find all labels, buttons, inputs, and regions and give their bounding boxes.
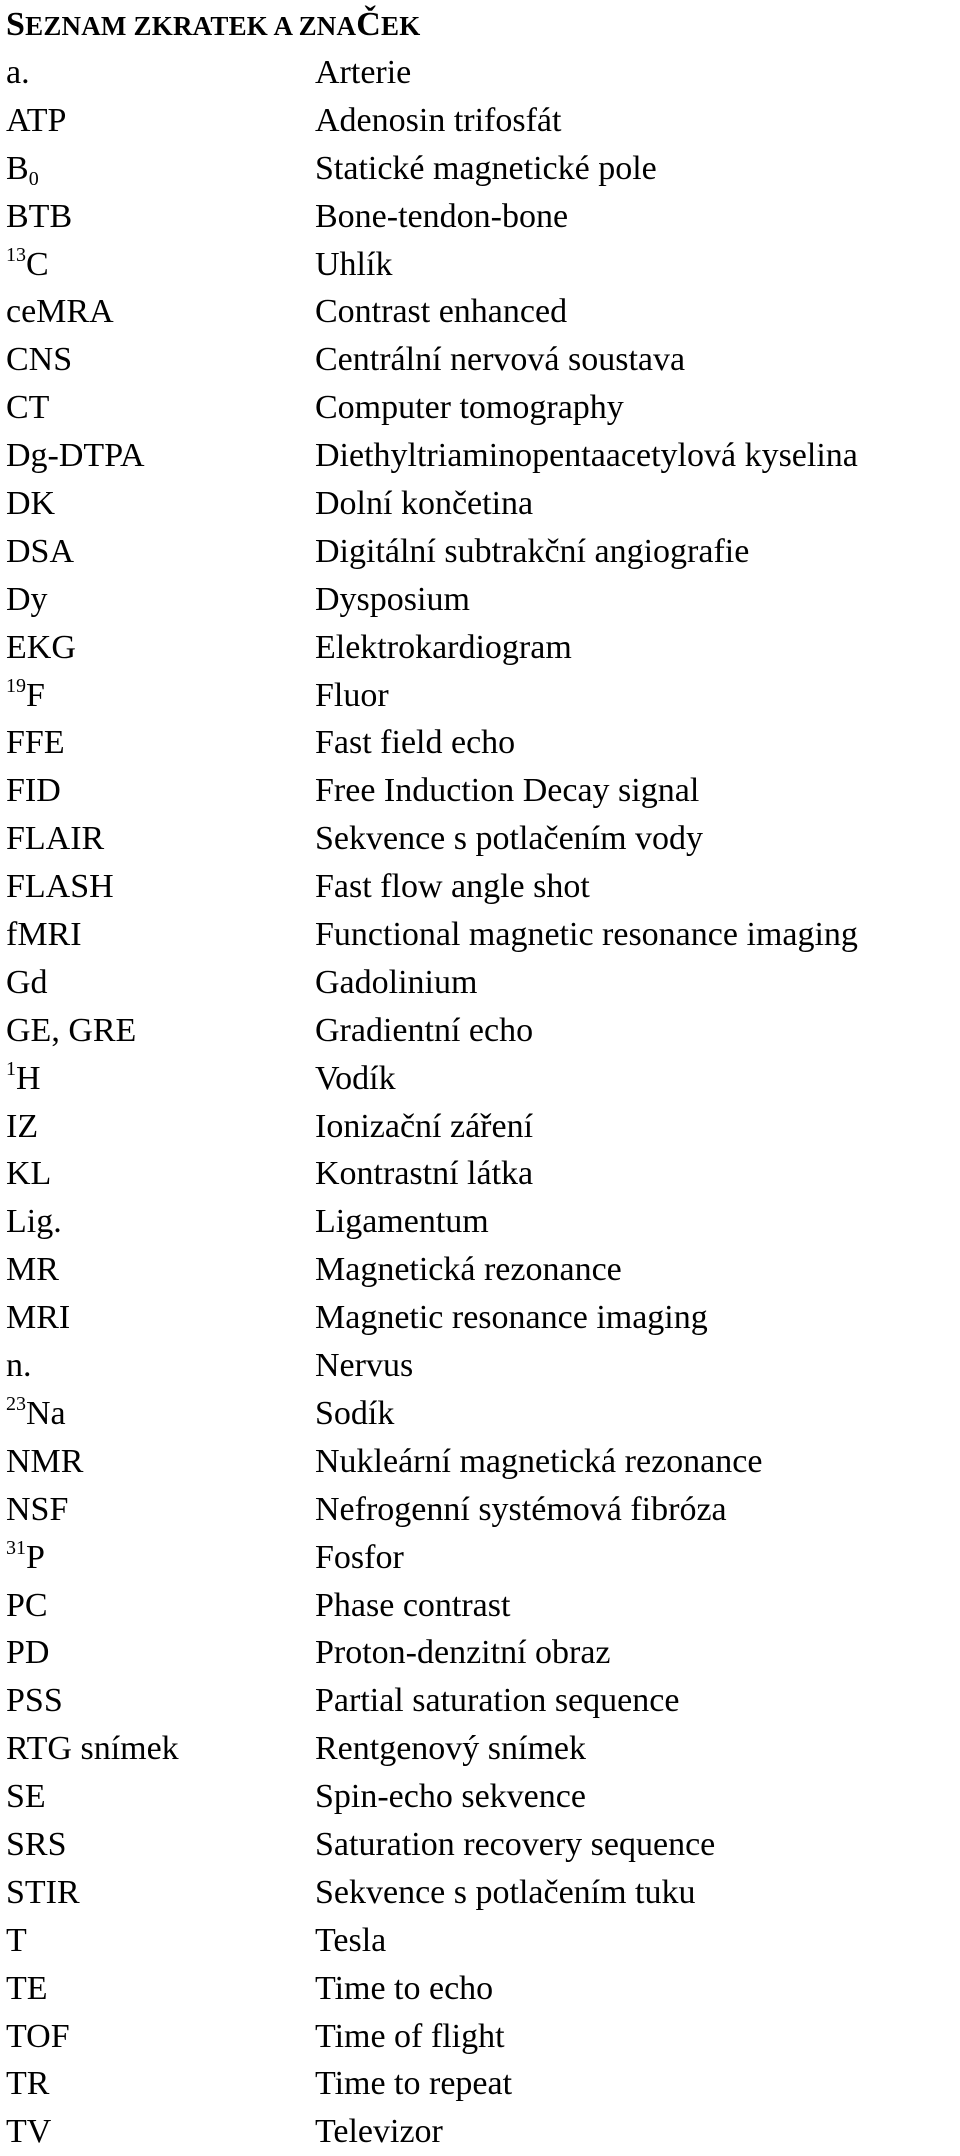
abbreviation-text: TV [6, 2113, 52, 2151]
abbreviation-meaning: Centrální nervová soustava [315, 341, 686, 379]
abbreviation [6, 97, 66, 145]
abbreviation-row [0, 767, 960, 815]
abbreviation-text: PSS [6, 1682, 63, 1720]
abbreviation-meaning: Computer tomography [315, 389, 624, 427]
abbreviation [6, 1103, 38, 1151]
abbreviation-meaning: Nefrogenní systémová fibróza [315, 1490, 727, 1528]
abbreviation-meaning: Saturation recovery sequence [315, 1825, 716, 1863]
abbreviation [6, 1055, 41, 1103]
abbreviation-meaning: Time of flight [315, 2017, 505, 2055]
abbreviation [6, 719, 65, 767]
abbreviation-row [0, 193, 960, 241]
abbreviation-text: SE [6, 1778, 46, 1816]
title-rest-end: EK [380, 11, 421, 41]
title-initial: S [6, 6, 26, 43]
abbreviation-row [0, 97, 960, 145]
abbreviation [6, 336, 72, 384]
abbreviation-meaning: Rentgenový snímek [315, 1730, 587, 1768]
abbreviation [6, 959, 48, 1007]
abbreviation-text: Lig. [6, 1203, 62, 1241]
isotope-mass-number: 13 [6, 243, 26, 266]
abbreviation [6, 767, 61, 815]
abbreviation-text: ATP [6, 101, 67, 139]
abbreviation-text: EKG [6, 628, 76, 666]
abbreviation [6, 480, 55, 528]
abbreviation-row [0, 1917, 960, 1965]
abbreviation-text: PD [6, 1634, 50, 1672]
abbreviation-row [0, 1629, 960, 1677]
abbreviation [6, 576, 48, 624]
abbreviation-row [0, 815, 960, 863]
abbreviation-row [0, 480, 960, 528]
abbreviation-text: ceMRA [6, 293, 114, 331]
abbreviation-text: TE [6, 1969, 48, 2007]
abbreviation-row [0, 863, 960, 911]
abbreviation [6, 1582, 48, 1630]
abbreviation [6, 432, 145, 480]
abbreviation-meaning: Elektrokardiogram [315, 628, 572, 666]
abbreviation-row [0, 1486, 960, 1534]
page-title [6, 6, 420, 45]
abbreviation [6, 1534, 45, 1582]
abbreviation-row [0, 49, 960, 97]
abbreviation-text: Dg-DTPA [6, 437, 145, 475]
abbreviation-meaning: Partial saturation sequence [315, 1682, 680, 1720]
abbreviation-meaning: Fluor [315, 676, 389, 714]
abbreviation-text: FID [6, 772, 61, 810]
abbreviation [6, 145, 39, 193]
abbreviation-meaning: Phase contrast [315, 1586, 511, 1624]
abbreviation-meaning: Sekvence s potlačením tuku [315, 1873, 696, 1911]
abbreviation-text: FFE [6, 724, 65, 762]
abbreviation [6, 241, 49, 289]
abbreviation-meaning: Fast flow angle shot [315, 868, 590, 906]
abbreviation-meaning: Uhlík [315, 245, 393, 283]
abbreviation-meaning: Time to repeat [315, 2065, 513, 2103]
abbreviation-text: IZ [6, 1107, 39, 1145]
abbreviation [6, 384, 49, 432]
abbreviation-meaning: Dolní končetina [315, 485, 534, 523]
abbreviation-row [0, 1438, 960, 1486]
abbreviation-row [0, 528, 960, 576]
isotope-mass-number: 23 [6, 1392, 26, 1415]
abbreviation [6, 863, 114, 911]
abbreviation-meaning: Dysposium [315, 580, 470, 618]
abbreviation-text: CT [6, 389, 50, 427]
abbreviation [6, 815, 104, 863]
abbreviation-meaning: Bone-tendon-bone [315, 197, 569, 235]
abbreviation-meaning: Ionizační záření [315, 1107, 534, 1145]
abbreviation-text: B [6, 149, 29, 187]
abbreviation-text: MRI [6, 1299, 71, 1337]
abbreviation [6, 1150, 51, 1198]
abbreviation-text: Dy [6, 580, 48, 618]
abbreviation-row [0, 241, 960, 289]
abbreviation-meaning: Proton-denzitní obraz [315, 1634, 611, 1672]
abbreviation-text: F [26, 676, 45, 714]
abbreviation-row [0, 2108, 960, 2156]
abbreviation-list [0, 49, 960, 2156]
abbreviation [6, 1869, 80, 1917]
abbreviation-text: H [16, 1059, 41, 1097]
abbreviation-text: n. [6, 1347, 32, 1385]
abbreviation [6, 1294, 70, 1342]
abbreviation-row [0, 1294, 960, 1342]
abbreviation-meaning: Nervus [315, 1347, 414, 1385]
abbreviation-meaning: Nukleární magnetická rezonance [315, 1442, 763, 1480]
abbreviation-row [0, 145, 960, 193]
abbreviation-row [0, 624, 960, 672]
title-rest: EZNAM ZKRATEK A ZNA [25, 11, 357, 41]
abbreviation-row [0, 2060, 960, 2108]
abbreviation [6, 672, 45, 720]
abbreviation [6, 624, 76, 672]
abbreviation-text: DSA [6, 532, 75, 570]
abbreviation [6, 1965, 48, 2013]
abbreviation [6, 2060, 49, 2108]
abbreviation-meaning: Gradientní echo [315, 1011, 534, 1049]
abbreviation-row [0, 1390, 960, 1438]
abbreviation-text: fMRI [6, 916, 82, 954]
abbreviation [6, 1246, 59, 1294]
abbreviation [6, 528, 74, 576]
abbreviation-text: T [6, 1921, 27, 1959]
abbreviation-text: MR [6, 1251, 59, 1289]
abbreviation [6, 288, 114, 336]
abbreviation-text: CNS [6, 341, 73, 379]
abbreviation-text: P [26, 1538, 45, 1576]
abbreviation [6, 1486, 68, 1534]
abbreviation-text: DK [6, 485, 56, 523]
abbreviation [6, 193, 72, 241]
abbreviation-text: TR [6, 2065, 50, 2103]
abbreviation [6, 2013, 70, 2061]
abbreviation-text: C [26, 245, 49, 283]
abbreviation-meaning: Statické magnetické pole [315, 149, 657, 187]
abbreviation-row [0, 1534, 960, 1582]
abbreviation-text: GE, GRE [6, 1011, 137, 1049]
abbreviation [6, 1342, 32, 1390]
abbreviation-row [0, 432, 960, 480]
abbreviation [6, 1917, 27, 1965]
abbreviation [6, 1821, 67, 1869]
abbreviation-subscript: 0 [28, 167, 39, 190]
abbreviation-text: NSF [6, 1490, 69, 1528]
abbreviation-row [0, 1342, 960, 1390]
abbreviation-text: Gd [6, 963, 48, 1001]
abbreviation-text: PC [6, 1586, 48, 1624]
abbreviation-meaning: Gadolinium [315, 963, 478, 1001]
abbreviation-row [0, 959, 960, 1007]
abbreviation-text: TOF [6, 2017, 70, 2055]
abbreviation-meaning: Adenosin trifosfát [315, 101, 562, 139]
abbreviation [6, 1438, 83, 1486]
abbreviation-text: SRS [6, 1825, 67, 1863]
abbreviation-row [0, 1869, 960, 1917]
abbreviation-row [0, 1965, 960, 2013]
abbreviation-row [0, 1103, 960, 1151]
abbreviation-row [0, 1582, 960, 1630]
abbreviation [6, 1629, 49, 1677]
abbreviation-text: Na [26, 1394, 66, 1432]
abbreviation-meaning: Sekvence s potlačením vody [315, 820, 704, 858]
abbreviation-row [0, 288, 960, 336]
abbreviation-row [0, 1773, 960, 1821]
abbreviation-row [0, 911, 960, 959]
abbreviation-meaning: Contrast enhanced [315, 293, 568, 331]
abbreviation-meaning: Fast field echo [315, 724, 516, 762]
abbreviation-text: BTB [6, 197, 73, 235]
abbreviation-row [0, 576, 960, 624]
abbreviation-row [0, 719, 960, 767]
abbreviation-row [0, 1677, 960, 1725]
abbreviation-meaning: Magnetic resonance imaging [315, 1299, 708, 1337]
abbreviation [6, 1198, 62, 1246]
abbreviation-meaning: Tesla [315, 1921, 387, 1959]
abbreviation-row [0, 672, 960, 720]
abbreviation-meaning: Spin-echo sekvence [315, 1778, 586, 1816]
abbreviation-meaning: Digitální subtrakční angiografie [315, 532, 750, 570]
isotope-mass-number: 1 [6, 1057, 16, 1080]
abbreviation-meaning: Free Induction Decay signal [315, 772, 700, 810]
abbreviation [6, 911, 82, 959]
abbreviation-row [0, 1055, 960, 1103]
abbreviation-row [0, 1725, 960, 1773]
abbreviation-row [0, 1821, 960, 1869]
abbreviation-meaning: Kontrastní látka [315, 1155, 534, 1193]
abbreviation-meaning: Functional magnetic resonance imaging [315, 916, 858, 954]
abbreviation [6, 1773, 46, 1821]
abbreviation-text: FLASH [6, 868, 114, 906]
abbreviation-row [0, 1150, 960, 1198]
abbreviation-meaning: Televizor [315, 2113, 443, 2151]
abbreviation-meaning: Diethyltriaminopentaacetylová kyselina [315, 437, 858, 475]
abbreviation-text: NMR [6, 1442, 84, 1480]
abbreviation-row [0, 2013, 960, 2061]
abbreviation-text: KL [6, 1155, 52, 1193]
abbreviation-row [0, 1246, 960, 1294]
abbreviation-meaning: Magnetická rezonance [315, 1251, 622, 1289]
abbreviation-row [0, 1007, 960, 1055]
abbreviation-meaning: Sodík [315, 1394, 395, 1432]
abbreviation-text: a. [6, 54, 30, 91]
abbreviation-meaning: Fosfor [315, 1538, 404, 1576]
abbreviation-meaning: Vodík [315, 1059, 396, 1097]
abbreviation-meaning: Arterie [315, 54, 412, 91]
abbreviation [6, 1007, 136, 1055]
abbreviation-text: STIR [6, 1873, 80, 1911]
abbreviation [6, 49, 30, 97]
isotope-mass-number: 19 [6, 674, 26, 697]
abbreviation-row [0, 1198, 960, 1246]
abbreviation-row [0, 384, 960, 432]
abbreviation [6, 1390, 66, 1438]
abbreviation-meaning: Ligamentum [315, 1203, 489, 1241]
isotope-mass-number: 31 [6, 1536, 26, 1559]
abbreviation [6, 1677, 63, 1725]
abbreviation-text: RTG snímek [6, 1730, 179, 1768]
abbreviation [6, 1725, 179, 1773]
abbreviation-row [0, 336, 960, 384]
abbreviation-meaning: Time to echo [315, 1969, 494, 2007]
abbreviation-text: FLAIR [6, 820, 105, 858]
title-rest-c-caron: Č [356, 6, 381, 43]
abbreviation [6, 2108, 51, 2156]
